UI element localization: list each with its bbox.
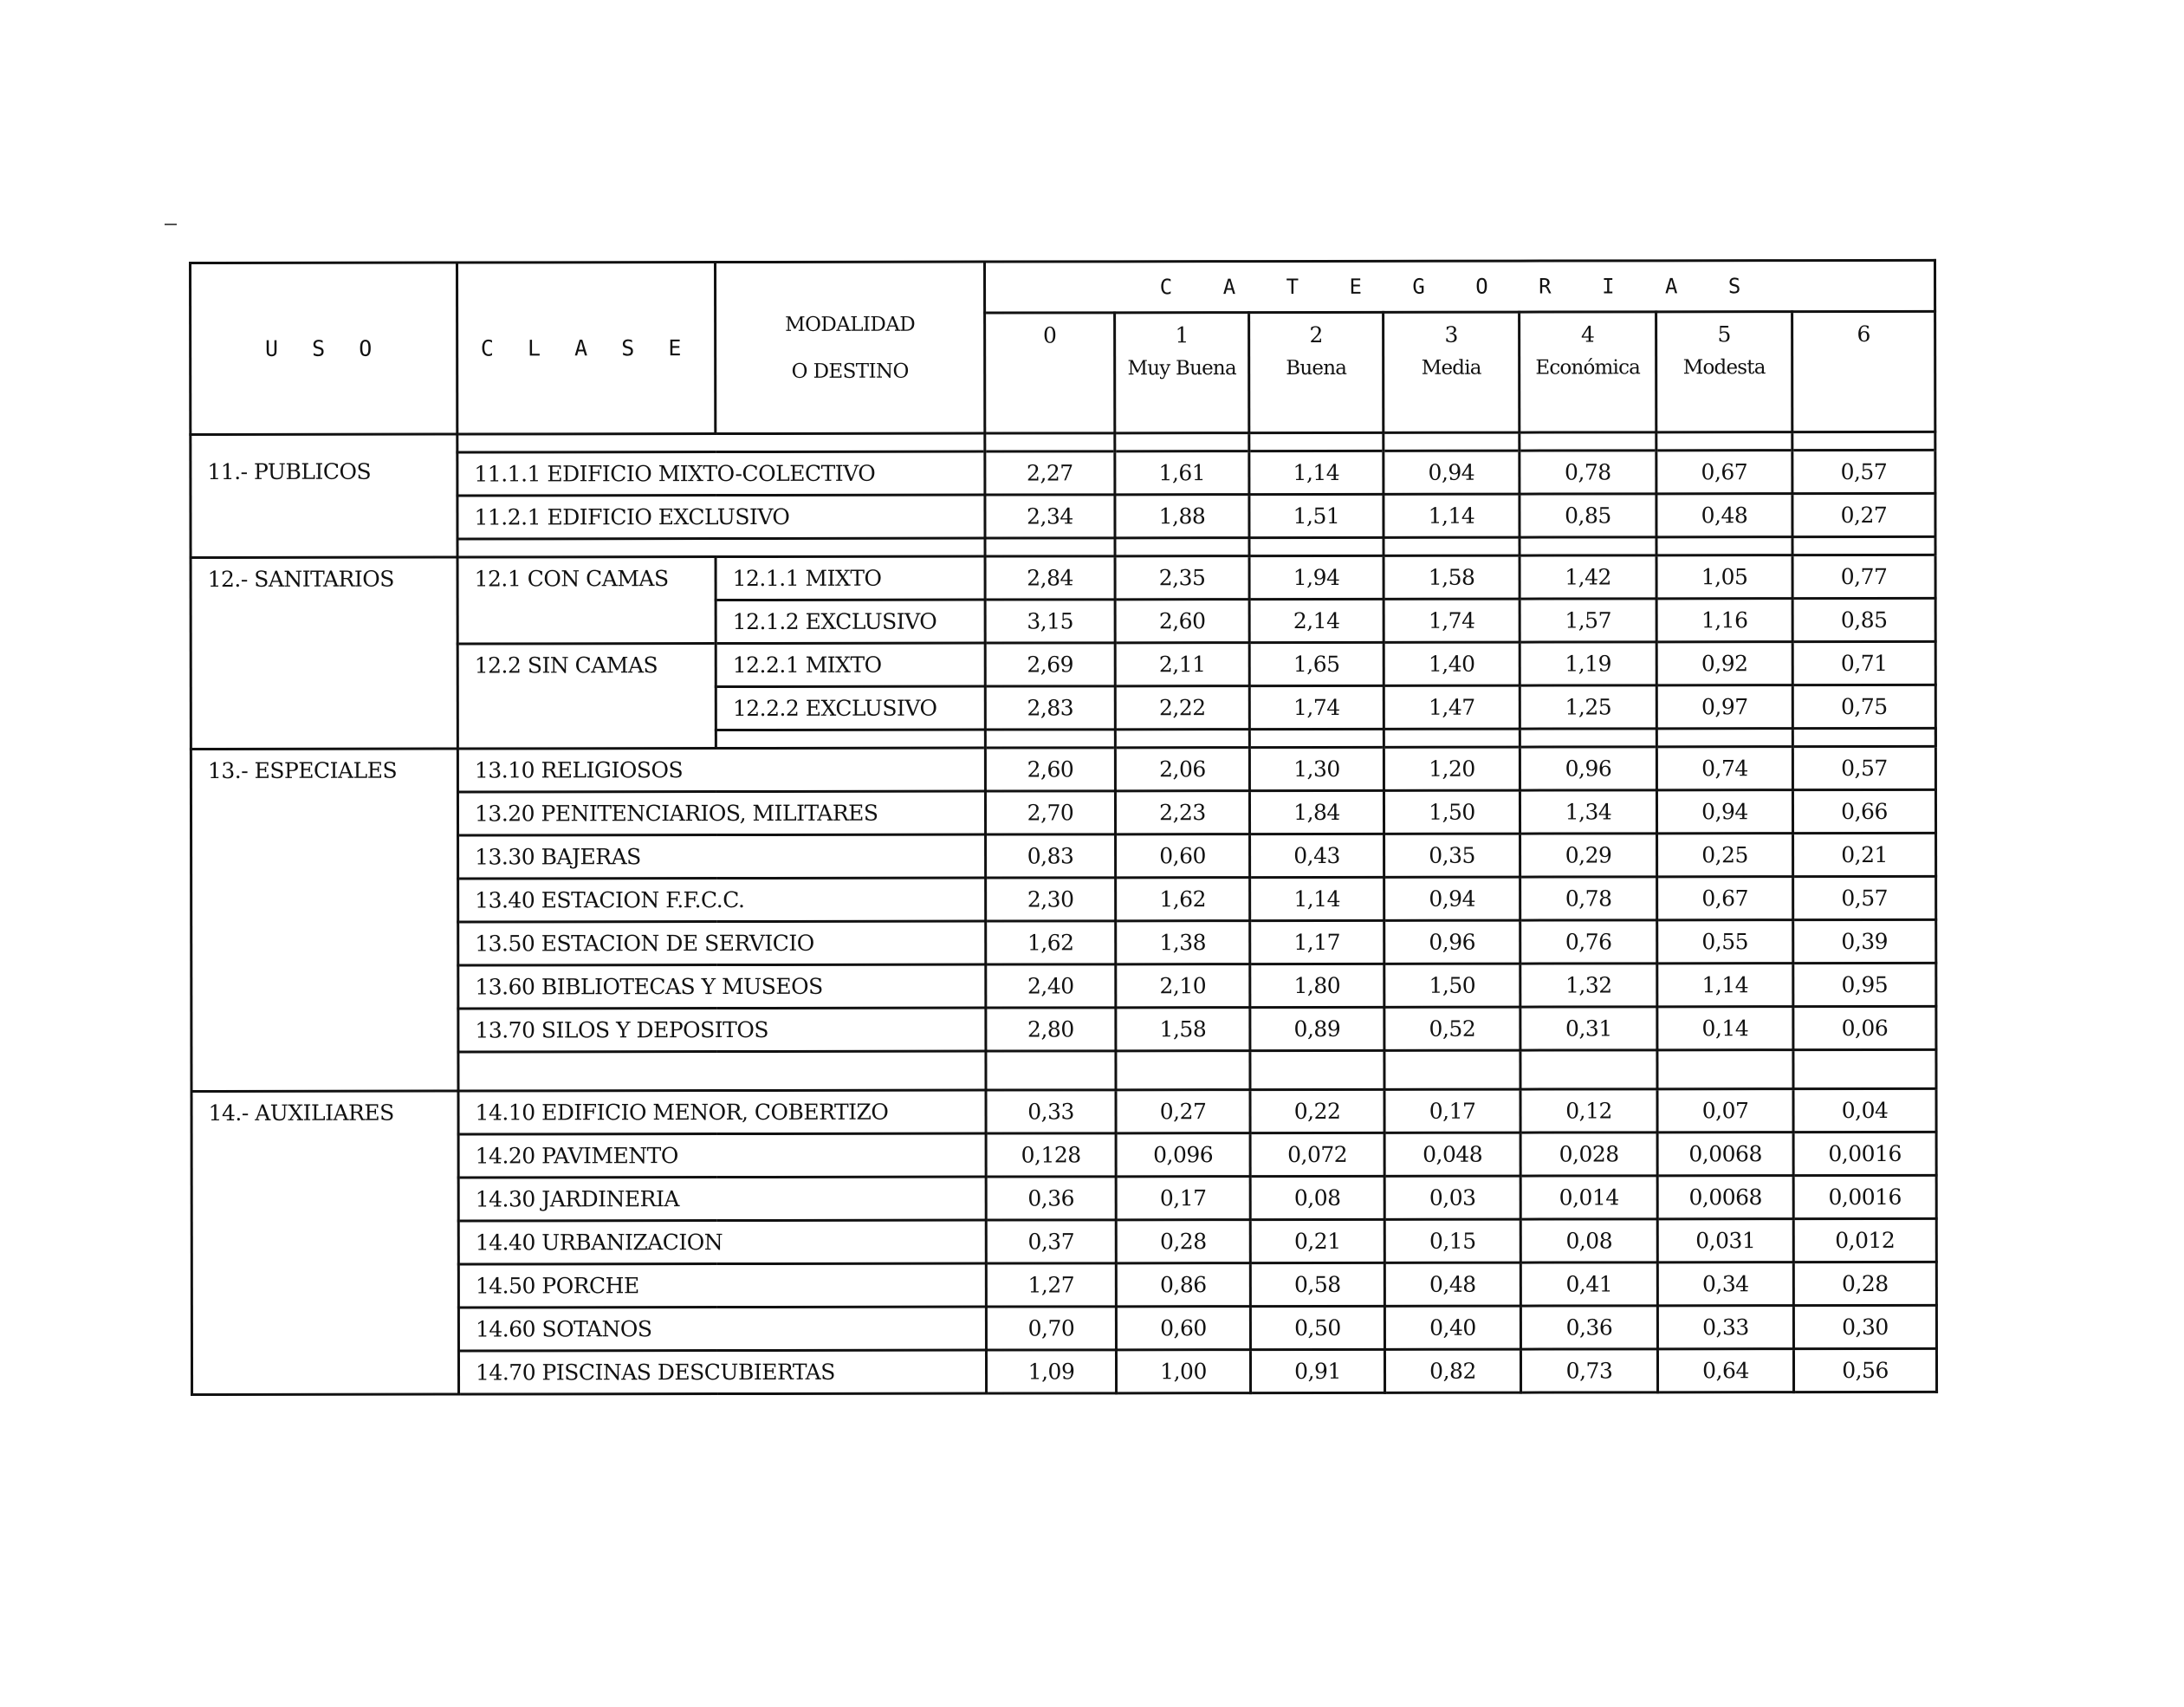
value-cell: 0,17: [1116, 1177, 1250, 1220]
table-row: [191, 1088, 1936, 1134]
value-cell: 0,60: [1116, 834, 1250, 878]
value-cell: 0,12: [1520, 1089, 1657, 1133]
value-cell: 0,07: [1657, 1089, 1793, 1133]
value-cell: 1,16: [1656, 599, 1792, 642]
value-cell: 0,92: [1656, 642, 1792, 685]
category-header: [1384, 312, 1520, 432]
value-cell: 0,21: [1793, 833, 1936, 876]
value-cell: 0,28: [1793, 1262, 1936, 1305]
value-cell: 2,60: [1115, 600, 1249, 643]
value-cell: 0,96: [1384, 920, 1520, 964]
value-cell: 2,70: [985, 791, 1115, 834]
clase-cell: 14.20 PAVIMENTO: [458, 1133, 986, 1178]
uso-cell: [191, 557, 457, 749]
value-cell: 0,57: [1793, 876, 1936, 919]
clase-cell: 13.50 ESTACION DE SERVICIO: [458, 921, 986, 965]
value-cell: 0,33: [986, 1090, 1116, 1133]
modalidad-cell: 12.1.2 EXCLUSIVO: [716, 600, 985, 643]
value-cell: 0,22: [1250, 1089, 1384, 1133]
value-cell: 0,95: [1793, 963, 1936, 1006]
value-cell: 0,82: [1384, 1349, 1520, 1392]
table-row: [191, 746, 1935, 792]
modalidad-cell: 12.1.1 MIXTO: [716, 556, 985, 600]
value-cell: 1,74: [1249, 685, 1384, 729]
modalidad-header-line1: MODALIDAD: [785, 313, 916, 336]
uso-cell: [191, 1091, 459, 1394]
table-row: [191, 555, 1935, 600]
value-cell: 0,27: [1792, 493, 1935, 536]
value-cell: 0,0016: [1793, 1175, 1936, 1218]
clase-cell: 13.40 ESTACION F.F.C.C.: [458, 878, 986, 922]
value-cell: 0,08: [1250, 1176, 1384, 1219]
value-cell: 2,23: [1115, 791, 1249, 834]
value-cell: 1,50: [1384, 964, 1520, 1007]
uso-header: U S O: [191, 263, 457, 434]
value-cell: 0,072: [1250, 1133, 1384, 1176]
value-cell: 1,32: [1520, 964, 1657, 1007]
value-cell: 0,33: [1657, 1306, 1793, 1349]
category-label: Modesta: [1682, 356, 1766, 380]
clase-cell: 13.30 BAJERAS: [458, 834, 986, 879]
value-cell: 0,014: [1520, 1176, 1657, 1219]
clase-cell: 14.10 EDIFICIO MENOR, COBERTIZO: [458, 1090, 986, 1134]
value-cell: 3,15: [985, 600, 1115, 643]
value-cell: 1,20: [1384, 747, 1520, 790]
header-row-1: [191, 260, 1935, 314]
value-cell: 0,31: [1520, 1007, 1657, 1050]
value-cell: 1,58: [1116, 1008, 1250, 1051]
value-cell: 0,35: [1384, 834, 1520, 877]
category-label: Buena: [1286, 356, 1347, 380]
categories-table: [189, 259, 1938, 1396]
value-cell: 1,14: [1250, 877, 1384, 920]
value-cell: 0,58: [1250, 1262, 1384, 1306]
scan-artifact-mark: [165, 224, 177, 225]
value-cell: 0,52: [1384, 1007, 1520, 1050]
category-index: 2: [1309, 321, 1323, 347]
value-cell: 1,50: [1384, 790, 1520, 834]
value-cell: 0,03: [1384, 1176, 1520, 1219]
value-cell: 1,65: [1249, 642, 1384, 685]
value-cell: 0,83: [986, 834, 1116, 878]
value-cell: 0,29: [1520, 834, 1657, 877]
uso-label: 12.- SANITARIOS: [207, 566, 394, 592]
clase-cell: 13.60 BIBLIOTECAS Y MUSEOS: [458, 964, 986, 1009]
value-cell: 0,34: [1657, 1262, 1793, 1306]
modalidad-header: [716, 262, 985, 433]
value-cell: 0,56: [1793, 1348, 1936, 1392]
value-cell: 1,27: [986, 1263, 1116, 1307]
value-cell: 2,14: [1249, 599, 1384, 642]
clase-cell: 14.40 URBANIZACION: [458, 1220, 986, 1264]
value-cell: 0,78: [1520, 877, 1657, 920]
clase-cell: 14.50 PORCHE: [458, 1263, 986, 1308]
value-cell: 1,14: [1249, 451, 1384, 494]
value-cell: 0,89: [1250, 1007, 1384, 1050]
value-cell: 1,00: [1116, 1350, 1250, 1393]
modalidad-cell: 12.2.1 MIXTO: [716, 643, 985, 686]
value-cell: 0,25: [1657, 834, 1793, 877]
value-cell: 0,67: [1657, 877, 1793, 920]
value-cell: 2,10: [1116, 964, 1250, 1008]
value-cell: 2,69: [985, 643, 1115, 686]
value-cell: 0,17: [1384, 1089, 1520, 1133]
value-cell: 0,04: [1793, 1088, 1936, 1132]
value-cell: 1,51: [1249, 494, 1384, 537]
value-cell: 0,0016: [1793, 1132, 1936, 1175]
modalidad-cell: 12.2.2 EXCLUSIVO: [716, 686, 985, 730]
value-cell: 0,74: [1656, 747, 1792, 790]
value-cell: 2,35: [1115, 556, 1249, 600]
category-index: 6: [1857, 321, 1870, 347]
value-cell: 1,80: [1250, 964, 1384, 1007]
value-cell: 0,012: [1793, 1218, 1936, 1262]
value-cell: 1,40: [1384, 642, 1520, 685]
value-cell: 0,031: [1657, 1219, 1793, 1262]
value-cell: 0,128: [986, 1133, 1116, 1177]
value-cell: 0,36: [986, 1177, 1116, 1220]
value-cell: 2,06: [1115, 748, 1249, 791]
value-cell: 0,57: [1792, 450, 1935, 493]
value-cell: 0,30: [1793, 1305, 1936, 1348]
value-cell: 1,61: [1115, 451, 1249, 495]
category-header: [1520, 312, 1656, 432]
value-cell: 0,14: [1657, 1007, 1793, 1050]
value-cell: 1,09: [986, 1350, 1116, 1393]
category-header: [1792, 311, 1935, 432]
value-cell: 1,25: [1520, 685, 1656, 729]
uso-label: 11.- PUBLICOS: [207, 458, 372, 484]
uso-label: 13.- ESPECIALES: [207, 757, 398, 783]
value-cell: 0,28: [1116, 1220, 1250, 1263]
modalidad-header-line2: O DESTINO: [791, 360, 909, 383]
clase-cell: 14.30 JARDINERIA: [458, 1177, 986, 1221]
uso-label: 14.- AUXILIARES: [208, 1100, 394, 1126]
clase-cell: 14.70 PISCINAS DESCUBIERTAS: [458, 1350, 986, 1394]
value-cell: 0,85: [1520, 494, 1656, 537]
clase-cell: 14.60 SOTANOS: [458, 1307, 986, 1351]
clase-cell: 11.1.1 EDIFICIO MIXTO-COLECTIVO: [457, 451, 985, 496]
value-cell: 0,0068: [1657, 1176, 1793, 1219]
coefficients-document: [189, 259, 1935, 1460]
category-index: 3: [1444, 321, 1458, 347]
category-label: Muy Buena: [1127, 357, 1236, 380]
value-cell: 1,74: [1384, 599, 1520, 642]
category-index: 0: [1042, 322, 1057, 348]
clase-cell: 13.70 SILOS Y DEPOSITOS: [458, 1008, 986, 1052]
category-header: [1656, 312, 1792, 432]
value-cell: 0,50: [1250, 1306, 1384, 1349]
uso-cell: [191, 434, 457, 557]
uso-cell: [191, 749, 458, 1091]
value-cell: 2,11: [1115, 643, 1249, 686]
value-cell: 2,30: [986, 878, 1116, 921]
value-cell: 0,48: [1384, 1262, 1520, 1306]
value-cell: 1,88: [1115, 495, 1249, 538]
categorias-title: C A T E G O R I A S: [985, 260, 1935, 313]
value-cell: 0,94: [1384, 877, 1520, 920]
value-cell: 0,39: [1793, 919, 1936, 963]
value-cell: 0,43: [1250, 834, 1384, 877]
value-cell: 2,83: [985, 686, 1115, 730]
value-cell: 0,27: [1116, 1090, 1250, 1133]
value-cell: 1,38: [1116, 921, 1250, 964]
clase-header: C L A S E: [457, 263, 716, 434]
value-cell: 0,71: [1792, 641, 1935, 685]
value-cell: 1,84: [1249, 790, 1384, 834]
value-cell: 1,14: [1657, 964, 1793, 1007]
value-cell: 2,22: [1115, 686, 1249, 730]
value-cell: 0,85: [1792, 598, 1935, 641]
value-cell: 0,64: [1657, 1349, 1793, 1392]
value-cell: 0,096: [1116, 1133, 1250, 1177]
value-cell: 2,27: [985, 451, 1115, 495]
value-cell: 1,05: [1656, 555, 1792, 599]
value-cell: 0,91: [1250, 1349, 1384, 1392]
value-cell: 1,30: [1249, 747, 1384, 790]
clase-cell: 12.1 CON CAMAS: [457, 557, 716, 644]
clase-cell: 12.2 SIN CAMAS: [457, 644, 716, 749]
value-cell: 1,47: [1384, 685, 1520, 729]
value-cell: 0,67: [1656, 451, 1792, 494]
value-cell: 0,40: [1384, 1306, 1520, 1349]
value-cell: 0,76: [1520, 920, 1657, 964]
value-cell: 0,048: [1384, 1133, 1520, 1176]
category-header: [985, 313, 1115, 433]
clase-cell: 11.2.1 EDIFICIO EXCLUSIVO: [457, 495, 985, 539]
value-cell: 0,57: [1792, 746, 1935, 789]
value-cell: 0,77: [1792, 555, 1935, 598]
value-cell: 2,40: [986, 964, 1116, 1008]
category-index: 5: [1717, 321, 1731, 347]
value-cell: 0,78: [1520, 451, 1656, 494]
clase-cell: 13.10 RELIGIOSOS: [457, 748, 985, 792]
value-cell: 0,86: [1116, 1263, 1250, 1307]
value-cell: 1,62: [1116, 878, 1250, 921]
category-header: [1115, 313, 1249, 433]
value-cell: 0,21: [1250, 1219, 1384, 1262]
value-cell: 1,34: [1520, 790, 1656, 834]
category-label: Media: [1421, 356, 1481, 380]
value-cell: 1,57: [1520, 599, 1656, 642]
value-cell: 0,70: [986, 1307, 1116, 1350]
value-cell: 0,028: [1520, 1133, 1657, 1176]
value-cell: 0,15: [1384, 1219, 1520, 1262]
category-label: Económica: [1535, 356, 1641, 380]
value-cell: 0,97: [1656, 685, 1792, 729]
category-header: [1249, 312, 1384, 432]
value-cell: 0,48: [1656, 494, 1792, 537]
value-cell: 2,84: [985, 556, 1115, 600]
value-cell: 0,73: [1520, 1349, 1657, 1392]
value-cell: 0,37: [986, 1220, 1116, 1263]
value-cell: 1,62: [986, 921, 1116, 964]
category-index: 4: [1580, 321, 1595, 347]
value-cell: 0,66: [1792, 789, 1935, 833]
value-cell: 0,36: [1520, 1306, 1657, 1349]
value-cell: 0,94: [1384, 451, 1520, 494]
value-cell: 1,17: [1250, 920, 1384, 964]
value-cell: 0,96: [1520, 747, 1656, 790]
value-cell: 2,60: [985, 748, 1115, 791]
value-cell: 0,06: [1793, 1006, 1936, 1049]
value-cell: 1,94: [1249, 555, 1384, 599]
value-cell: 1,58: [1384, 555, 1520, 599]
value-cell: 0,75: [1792, 685, 1935, 728]
category-index: 1: [1175, 322, 1189, 348]
value-cell: 1,14: [1384, 494, 1520, 537]
value-cell: 0,0068: [1657, 1133, 1793, 1176]
value-cell: 1,42: [1520, 555, 1656, 599]
value-cell: 2,34: [985, 495, 1115, 538]
value-cell: 0,08: [1520, 1219, 1657, 1262]
value-cell: 1,19: [1520, 642, 1656, 685]
value-cell: 0,60: [1116, 1307, 1250, 1350]
clase-cell: 13.20 PENITENCIARIOS, MILITARES: [457, 791, 985, 835]
value-cell: 0,94: [1656, 790, 1792, 834]
value-cell: 2,80: [986, 1008, 1116, 1051]
value-cell: 0,41: [1520, 1262, 1657, 1306]
value-cell: 0,55: [1657, 920, 1793, 964]
